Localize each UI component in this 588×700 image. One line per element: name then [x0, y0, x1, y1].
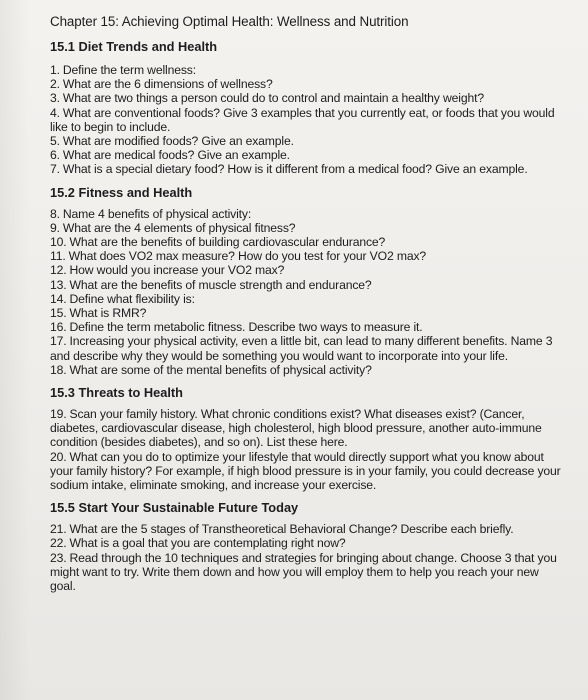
question-text: Define what flexibility is: [69, 291, 195, 306]
question-item [50, 278, 564, 292]
section-title: 15.5 Start Your Sustainable Future Today [50, 500, 299, 516]
question-number: 1. [50, 63, 60, 77]
question-number: 13. [50, 277, 67, 292]
question-number: 7. [50, 162, 60, 177]
question-item [50, 320, 564, 334]
question-number: 17. [50, 334, 67, 349]
question-item [50, 207, 564, 221]
question-item [50, 292, 564, 306]
question-text: Define the term wellness: [62, 63, 196, 77]
question-item [50, 334, 564, 362]
section-title: 15.2 Fitness and Health [50, 184, 193, 200]
question-list [50, 207, 564, 377]
question-text: What are two things a person could do to control and maintain a healthy weight? [62, 91, 484, 106]
question-text: What are medical foods? Give an example. [62, 148, 290, 163]
question-item [50, 162, 564, 176]
question-item [50, 106, 564, 134]
question-text: What are the 5 stages of Transtheoretical Behavioral Change? Describe each briefly. [69, 522, 514, 537]
question-number: 22. [50, 536, 67, 551]
question-number: 20. [50, 449, 67, 464]
question-text: Name 4 benefits of physical activity: [62, 206, 252, 221]
question-number: 18. [50, 362, 67, 377]
question-item [50, 450, 564, 493]
question-text: What are the benefits of muscle strength and endurance? [69, 277, 372, 292]
question-number: 15. [50, 306, 67, 321]
question-number: 10. [50, 235, 67, 250]
question-number: 19. [50, 407, 67, 422]
question-text: What can you do to optimize your lifestyle that would directly support what you know about your family history? For example, if high blood pressure is in your family, you could decrease your sodium intake, eliminate smoking, and increase your exercise. [50, 449, 561, 493]
question-number: 9. [50, 220, 60, 235]
section-title: 15.3 Threats to Health [50, 385, 183, 401]
question-text: Increasing your physical activity, even a little bit, can lead to many different benefits. Name 3 and describe why they would be something you would want to incorporate into your life. [50, 334, 553, 363]
question-item [50, 63, 564, 77]
question-text: Read through the 10 techniques and strategies for bringing about change. Choose 3 that you might want to try. Write them down and how you will employ them to help you reach your new goal. [50, 550, 557, 594]
question-text: What are the benefits of building cardiovascular endurance? [69, 235, 386, 250]
question-item [50, 134, 564, 148]
question-number: 23. [50, 550, 67, 565]
question-item [50, 91, 564, 105]
question-item [50, 306, 564, 320]
section-title: 15.1 Diet Trends and Health [50, 39, 218, 54]
question-number: 6. [50, 148, 60, 163]
question-text: What are modified foods? Give an example. [62, 134, 294, 149]
question-item [50, 407, 564, 450]
question-text: Define the term metabolic fitness. Describe two ways to measure it. [69, 320, 423, 335]
question-text: What is a goal that you are contemplating right now? [69, 536, 346, 551]
question-item [50, 249, 564, 263]
question-list [50, 522, 564, 593]
question-text: What is RMR? [69, 306, 147, 321]
question-number: 21. [50, 522, 67, 537]
question-number: 14. [50, 291, 67, 306]
question-item [50, 235, 564, 249]
question-number: 3. [50, 91, 60, 106]
section-15-1 [50, 39, 564, 177]
section-15-5 [50, 500, 564, 593]
section-15-3 [50, 385, 564, 492]
question-text: What are the 4 elements of physical fitness? [62, 220, 296, 235]
question-item [50, 551, 564, 594]
question-item [50, 263, 564, 277]
question-item [50, 221, 564, 235]
question-number: 5. [50, 134, 60, 149]
question-list [50, 63, 564, 177]
question-number: 12. [50, 263, 67, 278]
question-text: Scan your family history. What chronic conditions exist? What diseases exist? (Cancer, diabetes, cardiovascular disease, high cholesterol, high blood pressure, another auto-immune condition (besides diabetes), and so on). List these here. [50, 407, 542, 450]
question-text: How would you increase your VO2 max? [69, 263, 285, 278]
question-item [50, 536, 564, 550]
question-text: What does VO2 max measure? How do you test for your VO2 max? [68, 249, 427, 264]
page-edge-shadow [0, 0, 30, 700]
question-number: 4. [50, 105, 60, 120]
question-number: 8. [50, 206, 60, 221]
section-15-2 [50, 185, 564, 377]
question-list [50, 407, 564, 492]
question-text: What are conventional foods? Give 3 examples that you currently eat, or foods that you would like to begin to include. [50, 105, 555, 134]
question-item [50, 77, 564, 91]
question-text: What is a special dietary food? How is it different from a medical food? Give an example. [62, 162, 528, 177]
chapter-title: Chapter 15: Achieving Optimal Health: Wellness and Nutrition [50, 14, 409, 29]
question-text: What are some of the mental benefits of physical activity? [69, 362, 372, 377]
question-item [50, 522, 564, 536]
question-number: 2. [50, 77, 60, 92]
question-number: 16. [50, 320, 67, 335]
question-text: What are the 6 dimensions of wellness? [62, 77, 273, 92]
question-item [50, 363, 564, 377]
question-number: 11. [50, 249, 66, 264]
question-item [50, 148, 564, 162]
